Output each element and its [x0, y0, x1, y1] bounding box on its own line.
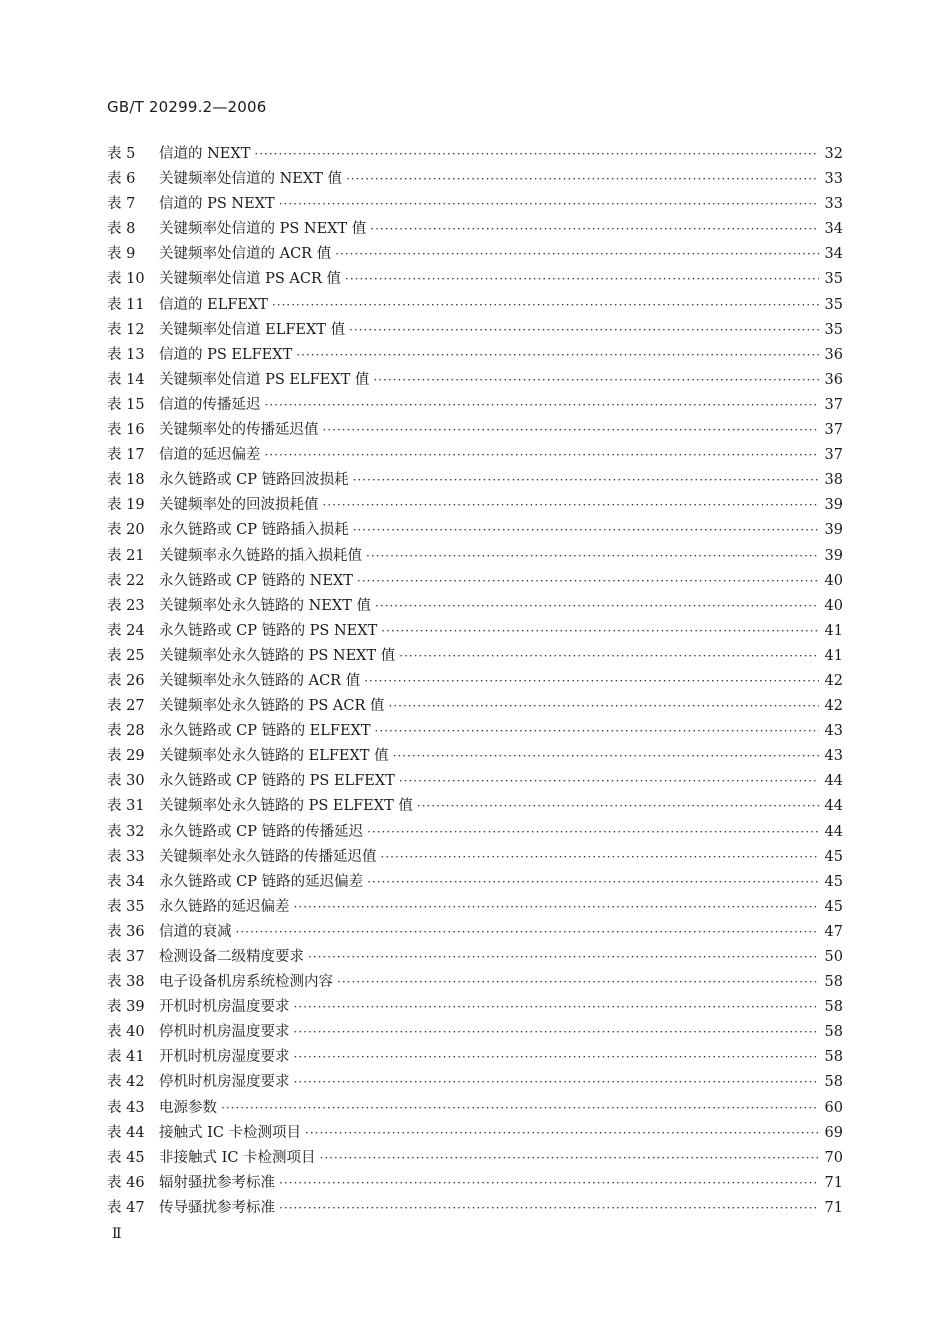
toc-page-number: 43	[824, 723, 843, 740]
toc-title: 关键频率永久链路的插入损耗值	[159, 547, 362, 564]
toc-entry[interactable]	[107, 719, 843, 744]
toc-table-number: 表 45	[107, 1149, 145, 1166]
toc-entry[interactable]	[107, 318, 843, 343]
toc-page-number: 58	[824, 1049, 843, 1066]
toc-entry[interactable]	[107, 1045, 843, 1070]
toc-table-number: 表 42	[107, 1074, 145, 1091]
toc-dot-leader	[294, 1075, 819, 1089]
toc-table-number: 表 8	[107, 221, 136, 238]
toc-dot-leader	[364, 674, 818, 688]
toc-dot-leader	[294, 1000, 819, 1014]
document-code: GB/T 20299.2—2006	[107, 98, 267, 116]
toc-table-number: 表 12	[107, 321, 145, 338]
toc-table-number: 表 21	[107, 547, 145, 564]
toc-dot-leader	[349, 323, 818, 337]
toc-title: 关键频率处信道的 ACR 值	[159, 246, 332, 263]
toc-table-number: 表 29	[107, 748, 145, 765]
toc-title: 永久链路或 CP 链路的传播延迟	[159, 823, 364, 840]
toc-dot-leader	[279, 1176, 819, 1190]
toc-title: 停机时机房湿度要求	[159, 1074, 290, 1091]
toc-dot-leader	[323, 423, 819, 437]
toc-dot-leader	[370, 222, 818, 236]
table-of-contents	[107, 142, 843, 1221]
toc-entry[interactable]	[107, 544, 843, 569]
toc-dot-leader	[320, 1151, 819, 1165]
toc-dot-leader	[272, 298, 819, 312]
toc-page-number: 42	[824, 672, 843, 689]
toc-page-number: 40	[824, 572, 843, 589]
toc-page-number: 33	[824, 171, 843, 188]
toc-title: 关键频率处永久链路的传播延迟值	[159, 848, 377, 865]
toc-table-number: 表 27	[107, 698, 145, 715]
toc-title: 信道的延迟偏差	[159, 447, 261, 464]
toc-table-number: 表 16	[107, 422, 145, 439]
toc-entry[interactable]	[107, 493, 843, 518]
toc-entry[interactable]	[107, 343, 843, 368]
toc-table-number: 表 5	[107, 146, 136, 162]
toc-entry[interactable]	[107, 518, 843, 543]
toc-table-number: 表 13	[107, 346, 145, 363]
toc-dot-leader	[381, 850, 819, 864]
toc-page-number: 70	[824, 1149, 843, 1166]
toc-page-number: 60	[824, 1099, 843, 1116]
toc-title: 信道的 PS ELFEXT	[159, 346, 293, 363]
toc-page-number: 58	[824, 999, 843, 1016]
toc-dot-leader	[353, 523, 819, 537]
toc-table-number: 表 36	[107, 923, 145, 940]
toc-title: 接触式 IC 卡检测项目	[159, 1124, 302, 1141]
toc-table-number: 表 25	[107, 647, 145, 664]
toc-page-number: 58	[824, 974, 843, 991]
toc-entry[interactable]	[107, 995, 843, 1020]
toc-title: 永久链路或 CP 链路的 PS ELFEXT	[159, 773, 395, 790]
toc-dot-leader	[375, 724, 819, 738]
toc-title: 非接触式 IC 卡检测项目	[159, 1149, 316, 1166]
toc-entry[interactable]	[107, 443, 843, 468]
toc-table-number: 表 14	[107, 371, 145, 388]
toc-title: 关键频率处信道的 NEXT 值	[159, 171, 342, 188]
toc-table-number: 表 46	[107, 1174, 145, 1191]
toc-table-number: 表 7	[107, 196, 136, 213]
toc-title: 信道的 PS NEXT	[159, 196, 275, 213]
toc-table-number: 表 32	[107, 823, 145, 840]
toc-page-number: 44	[824, 798, 843, 815]
toc-entry[interactable]	[107, 393, 843, 418]
toc-title: 电源参数	[159, 1099, 217, 1116]
toc-page-number: 39	[824, 547, 843, 564]
toc-page-number: 50	[824, 949, 843, 965]
toc-entry[interactable]	[107, 569, 843, 594]
toc-title: 关键频率处永久链路的 ACR 值	[159, 672, 361, 689]
toc-title: 关键频率处的回波损耗值	[159, 497, 319, 514]
toc-table-number: 表 24	[107, 622, 145, 639]
toc-title: 关键频率处永久链路的 PS ACR 值	[159, 698, 385, 715]
toc-table-number: 表 23	[107, 597, 145, 614]
toc-table-number: 表 39	[107, 999, 145, 1016]
toc-title: 停机时机房温度要求	[159, 1024, 290, 1041]
toc-title: 辐射骚扰参考标准	[159, 1174, 275, 1191]
toc-entry[interactable]	[107, 744, 843, 769]
toc-entry[interactable]	[107, 594, 843, 619]
toc-page-number: 71	[824, 1174, 843, 1191]
toc-entry[interactable]	[107, 920, 843, 945]
toc-entry[interactable]	[107, 368, 843, 393]
toc-dot-leader	[381, 624, 818, 638]
toc-page-number: 41	[824, 647, 843, 664]
toc-page-number: 37	[824, 396, 843, 413]
toc-dot-leader	[337, 975, 819, 989]
toc-entry[interactable]	[107, 468, 843, 493]
toc-dot-leader	[366, 549, 819, 563]
toc-dot-leader	[345, 272, 819, 286]
toc-entry[interactable]	[107, 619, 843, 644]
toc-dot-leader	[375, 599, 819, 613]
toc-entry[interactable]	[107, 694, 843, 719]
toc-page-number: 36	[824, 346, 843, 363]
toc-title: 电子设备机房系统检测内容	[159, 974, 333, 991]
toc-dot-leader	[346, 172, 819, 186]
toc-entry[interactable]	[107, 192, 843, 217]
toc-title: 信道的 NEXT	[159, 146, 251, 162]
toc-entry[interactable]	[107, 895, 843, 920]
toc-table-number: 表 9	[107, 246, 136, 263]
toc-dot-leader	[323, 498, 819, 512]
toc-dot-leader	[389, 699, 819, 713]
toc-entry[interactable]	[107, 267, 843, 292]
toc-title: 传导骚扰参考标准	[159, 1199, 275, 1216]
toc-dot-leader	[335, 247, 818, 261]
toc-table-number: 表 20	[107, 522, 145, 539]
toc-page-number: 42	[824, 698, 843, 715]
toc-page-number: 35	[824, 271, 843, 288]
toc-title: 关键频率处信道 PS ACR 值	[159, 271, 341, 288]
toc-title: 关键频率处信道 PS ELFEXT 值	[159, 371, 370, 388]
toc-entry[interactable]	[107, 794, 843, 819]
toc-dot-leader	[393, 749, 819, 763]
toc-title: 关键频率处永久链路的 PS ELFEXT 值	[159, 798, 413, 815]
toc-entry[interactable]	[107, 1070, 843, 1095]
toc-title: 关键频率处信道 ELFEXT 值	[159, 321, 346, 338]
toc-page-number: 45	[824, 873, 843, 890]
toc-dot-leader	[308, 950, 819, 964]
toc-page-number: 37	[824, 422, 843, 439]
toc-dot-leader	[236, 925, 819, 939]
toc-table-number: 表 37	[107, 949, 145, 965]
toc-table-number: 表 34	[107, 873, 145, 890]
toc-page-number: 35	[824, 321, 843, 338]
toc-page-number: 41	[824, 622, 843, 639]
toc-table-number: 表 35	[107, 898, 145, 915]
toc-title: 永久链路或 CP 链路的 NEXT	[159, 572, 353, 589]
toc-dot-leader	[265, 398, 819, 412]
toc-table-number: 表 38	[107, 974, 145, 991]
toc-page-number: 37	[824, 447, 843, 464]
toc-page-number: 44	[824, 773, 843, 790]
toc-entry[interactable]	[107, 418, 843, 443]
toc-title: 永久链路或 CP 链路插入损耗	[159, 522, 349, 539]
toc-page-number: 45	[824, 898, 843, 915]
toc-page-number: 44	[824, 823, 843, 840]
toc-entry[interactable]	[107, 644, 843, 669]
toc-dot-leader	[399, 774, 819, 788]
toc-dot-leader	[399, 649, 818, 663]
toc-table-number: 表 11	[107, 296, 145, 313]
toc-page-number: 38	[824, 472, 843, 489]
toc-dot-leader	[294, 900, 819, 914]
toc-page-number: 33	[824, 196, 843, 213]
toc-table-number: 表 15	[107, 396, 145, 413]
toc-title: 信道的 ELFEXT	[159, 296, 268, 313]
toc-entry[interactable]	[107, 1121, 843, 1146]
toc-table-number: 表 17	[107, 447, 145, 464]
toc-title: 信道的衰减	[159, 923, 232, 940]
toc-page-number: 39	[824, 497, 843, 514]
toc-dot-leader	[373, 373, 818, 387]
toc-dot-leader	[367, 825, 818, 839]
toc-table-number: 表 30	[107, 773, 145, 790]
toc-entry[interactable]	[107, 293, 843, 318]
toc-entry[interactable]	[107, 1146, 843, 1171]
toc-entry[interactable]	[107, 1171, 843, 1196]
toc-table-number: 表 40	[107, 1024, 145, 1041]
toc-table-number: 表 44	[107, 1124, 145, 1141]
toc-title: 检测设备二级精度要求	[159, 949, 304, 965]
toc-dot-leader	[353, 473, 819, 487]
toc-title: 关键频率处信道的 PS NEXT 值	[159, 221, 367, 238]
toc-dot-leader	[279, 1201, 819, 1215]
toc-entry[interactable]	[107, 1096, 843, 1121]
toc-table-number: 表 22	[107, 572, 145, 589]
toc-page-number: 40	[824, 597, 843, 614]
toc-page-number: 43	[824, 748, 843, 765]
toc-dot-leader	[265, 448, 819, 462]
toc-table-number: 表 10	[107, 271, 145, 288]
toc-title: 永久链路或 CP 链路的延迟偏差	[159, 873, 364, 890]
toc-dot-leader	[357, 574, 819, 588]
toc-page-number: 35	[824, 296, 843, 313]
toc-title: 关键频率处永久链路的 ELFEXT 值	[159, 748, 389, 765]
toc-page-number: 39	[824, 522, 843, 539]
toc-entry[interactable]	[107, 669, 843, 694]
toc-title: 开机时机房湿度要求	[159, 1049, 290, 1066]
toc-title: 关键频率处永久链路的 PS NEXT 值	[159, 647, 396, 664]
page-number: Ⅱ	[112, 1226, 122, 1242]
toc-title: 永久链路或 CP 链路回波损耗	[159, 472, 349, 489]
toc-title: 关键频率处永久链路的 NEXT 值	[159, 597, 371, 614]
toc-table-number: 表 6	[107, 171, 136, 188]
toc-page-number: 58	[824, 1024, 843, 1041]
toc-title: 开机时机房温度要求	[159, 999, 290, 1016]
toc-title: 永久链路的延迟偏差	[159, 898, 290, 915]
toc-entry[interactable]	[107, 217, 843, 242]
toc-dot-leader	[294, 1025, 819, 1039]
toc-dot-leader	[296, 348, 818, 362]
toc-title: 永久链路或 CP 链路的 ELFEXT	[159, 723, 371, 740]
toc-page-number: 36	[824, 371, 843, 388]
toc-entry[interactable]	[107, 870, 843, 895]
toc-entry[interactable]	[107, 142, 843, 167]
toc-dot-leader	[221, 1101, 819, 1115]
toc-table-number: 表 31	[107, 798, 145, 815]
toc-dot-leader	[367, 875, 818, 889]
toc-entry[interactable]	[107, 1020, 843, 1045]
toc-page-number: 32	[824, 146, 843, 162]
toc-page-number: 58	[824, 1074, 843, 1091]
toc-table-number: 表 19	[107, 497, 145, 514]
toc-entry[interactable]	[107, 1196, 843, 1221]
toc-page-number: 45	[824, 848, 843, 865]
toc-table-number: 表 41	[107, 1049, 145, 1066]
toc-page-number: 47	[824, 923, 843, 940]
toc-page-number: 71	[824, 1199, 843, 1216]
toc-title: 永久链路或 CP 链路的 PS NEXT	[159, 622, 378, 639]
toc-table-number: 表 18	[107, 472, 145, 489]
toc-entry[interactable]	[107, 820, 843, 845]
toc-dot-leader	[305, 1126, 819, 1140]
toc-table-number: 表 43	[107, 1099, 145, 1116]
toc-table-number: 表 33	[107, 848, 145, 865]
toc-entry[interactable]	[107, 970, 843, 995]
toc-dot-leader	[294, 1050, 819, 1064]
toc-entry[interactable]	[107, 769, 843, 794]
toc-table-number: 表 47	[107, 1199, 145, 1216]
toc-title: 信道的传播延迟	[159, 396, 261, 413]
toc-dot-leader	[254, 147, 818, 161]
toc-dot-leader	[417, 799, 819, 813]
toc-title: 关键频率处的传播延迟值	[159, 422, 319, 439]
toc-page-number: 34	[824, 246, 843, 263]
toc-entry[interactable]	[107, 845, 843, 870]
toc-entry[interactable]	[107, 167, 843, 192]
toc-page-number: 69	[824, 1124, 843, 1141]
toc-dot-leader	[279, 197, 819, 211]
toc-entry[interactable]	[107, 945, 843, 970]
toc-table-number: 表 26	[107, 672, 145, 689]
toc-table-number: 表 28	[107, 723, 145, 740]
toc-page-number: 34	[824, 221, 843, 238]
toc-entry[interactable]	[107, 242, 843, 267]
